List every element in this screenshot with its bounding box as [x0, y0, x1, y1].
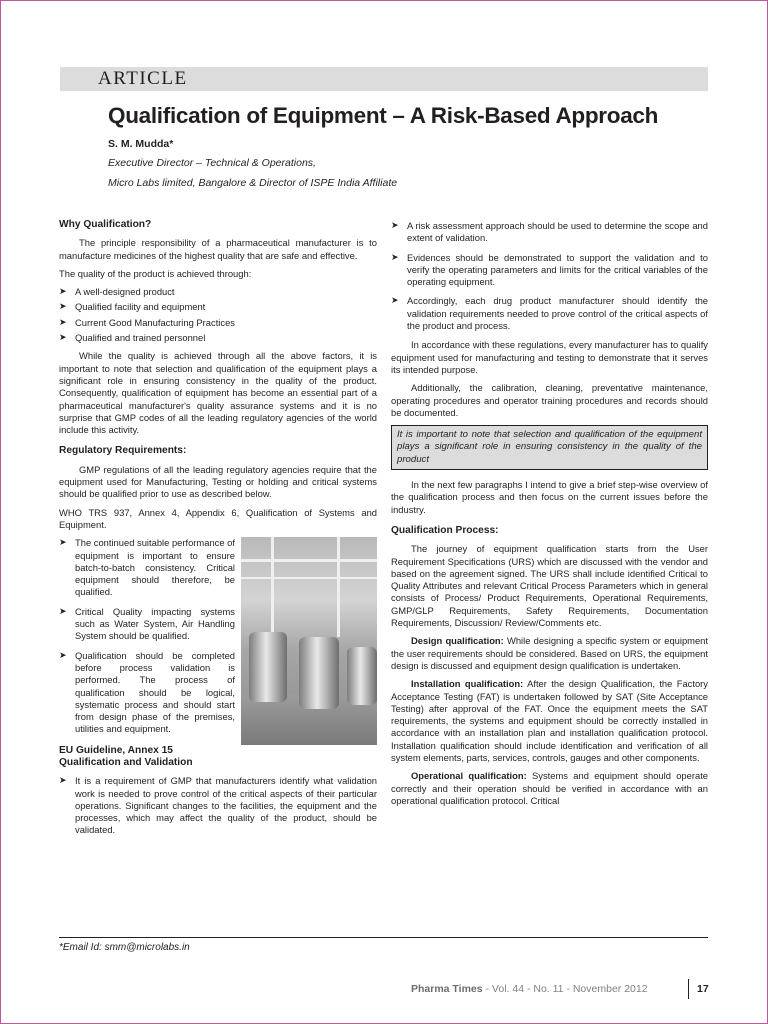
iq-text: After the design Qualification, the Factory Acceptance Testing (FAT) is undertaken followed by SAT (Site Acceptance Testing) after approval of the FAT. Once the equipment meets the SAT requirements, the systems and equipment should be correctly installed in accordance with an installation plan and installation qualification protocol. Installation qualification should include identification and verification of all system elements, parts, services, controls, gauges and other components.: [391, 678, 708, 763]
list-item: ➤ Accordingly, each drug product manufacturer should identify the validation requirements needed to prove control of the critical aspects of the product and process.: [391, 295, 708, 332]
pull-quote: It is important to note that selection and qualification of the equipment plays a significant role in ensuring consistency in the quality of the product: [391, 425, 708, 470]
section-banner: [60, 67, 708, 91]
paragraph-principle: The principle responsibility of a pharmaceutical manufacturer is to manufacture medicines of the highest quality that are safe and effective.: [59, 237, 377, 261]
paragraph-operational-qualification: [391, 770, 708, 807]
paragraph-installation-qualification: [391, 678, 708, 764]
heading-why-qualification: Why Qualification?: [59, 219, 152, 230]
heading-qualification-process: Qualification Process:: [391, 524, 499, 536]
journal-name: Pharma Times: [411, 983, 483, 995]
list-item: ➤ Critical Quality impacting systems such as Water System, Air Handling System should be qualified.: [59, 606, 237, 643]
paragraph-design-qualification: [391, 635, 708, 672]
paragraph-accordance: In accordance with these regulations, every manufacturer has to qualify equipment used for manufacturing and testing to demonstrate that it serves its intended purpose.: [391, 339, 708, 375]
eu-list: [59, 775, 377, 836]
paragraph-while: While the quality is achieved through all the above factors, it is important to note that selection and qualification of the equipment plays a significant role in ensuring consistency in the quality of the product. Consequently, qualification of equipment has become an essential part of a pharmaceutical manufacturer's quality assurance systems and it is no surprise that GMP codes of all the leading regulatory agencies of the world include this activity.: [59, 350, 377, 436]
list-item: ➤ Qualified facility and equipment: [59, 301, 377, 313]
footnote-rule: [59, 937, 708, 938]
list-item: ➤ Evidences should be demonstrated to support the validation and to verify the operating parameters and limits for the critical variables of the operating equipment.: [391, 252, 708, 289]
requirements-list: [391, 220, 708, 332]
quality-list: [59, 286, 377, 344]
list-item: ➤ Qualified and trained personnel: [59, 332, 377, 344]
list-item: ➤ It is a requirement of GMP that manufacturers identify what validation work is needed to prove control of the critical aspects of their particular operations. Significant changes to the facilities, the equipment and the processes, which may affect the quality of the product, should be validated.: [59, 775, 377, 836]
paragraph-next: In the next few paragraphs I intend to give a brief step-wise overview of the qualification process and then focus on the current issues before the industry.: [391, 479, 708, 515]
author-affiliation-1: Executive Director – Technical & Operations,: [108, 157, 316, 169]
list-item: ➤ A risk assessment approach should be used to determine the scope and extent of validation.: [391, 220, 708, 245]
paragraph-journey: The journey of equipment qualification starts from the User Requirement Specifications (URS) which are discussed with the vendor and based on the agreement signed. The URS shall include identified Critical to Quality Attributes and relevant Critical Process Parameters which in general consists of Process/ Product Requirements, Operational Requirements, GMP/GLP Requirements, Safety Requirements, Documentation Requirements, Discussion/ Review/Comments etc.: [391, 543, 708, 629]
left-column: [59, 219, 377, 844]
journal-footer: [411, 983, 648, 995]
heading-eu-guideline: EU Guideline, Annex 15 Qualification and Validation: [59, 744, 193, 768]
journal-issue: - Vol. 44 - No. 11 - November 2012: [482, 983, 648, 995]
paragraph-gmp: GMP regulations of all the leading regulatory agencies require that the equipment used for Manufacturing, Testing or holding and critical systems should be qualified prior to use as described below.: [59, 463, 377, 500]
right-column: [391, 220, 708, 813]
oq-text: Systems and equipment should operate correctly and their operation should be verified in accordance with an operational qualification protocol. Critical: [391, 770, 709, 806]
paragraph-who: WHO TRS 937, Annex 4, Appendix 6, Qualification of Systems and Equipment.: [59, 506, 377, 530]
list-item: ➤ A well-designed product: [59, 286, 377, 298]
page-number-divider: [688, 979, 689, 999]
list-item: ➤ The continued suitable performance of equipment is important to ensure batch-to-batch consistency. Critical equipment should therefore, be qualified.: [59, 537, 237, 598]
heading-regulatory: Regulatory Requirements:: [59, 445, 187, 457]
dq-label: Design qualification:: [411, 635, 504, 647]
list-item: ➤ Current Good Manufacturing Practices: [59, 317, 377, 329]
paragraph-additionally: Additionally, the calibration, cleaning, preventative maintenance, operating procedures and operator training procedures and records should be documented.: [391, 382, 708, 418]
footnote-email: *Email Id: smm@microlabs.in: [59, 942, 190, 953]
page-number: 17: [697, 983, 709, 995]
oq-label: Operational qualification:: [411, 770, 527, 782]
paragraph-quality: The quality of the product is achieved through:: [59, 267, 252, 279]
dq-text: While designing a specific system or equipment the user requirements should be considered. Based on URS, the equipment design is discussed and equipment design qualification is undertaken.: [391, 635, 709, 671]
article-title: Qualification of Equipment – A Risk-Based Approach: [108, 103, 659, 128]
section-label: ARTICLE: [98, 68, 188, 89]
iq-label: Installation qualification:: [411, 678, 524, 690]
author-name: S. M. Mudda*: [108, 138, 174, 150]
author-affiliation-2: Micro Labs limited, Bangalore & Director of ISPE India Affiliate: [108, 177, 398, 189]
list-item: ➤ Qualification should be completed before process validation is performed. The process of qualification should be logical, systematic process and should start from design phase of the premises, utilities and equipment.: [59, 650, 377, 736]
